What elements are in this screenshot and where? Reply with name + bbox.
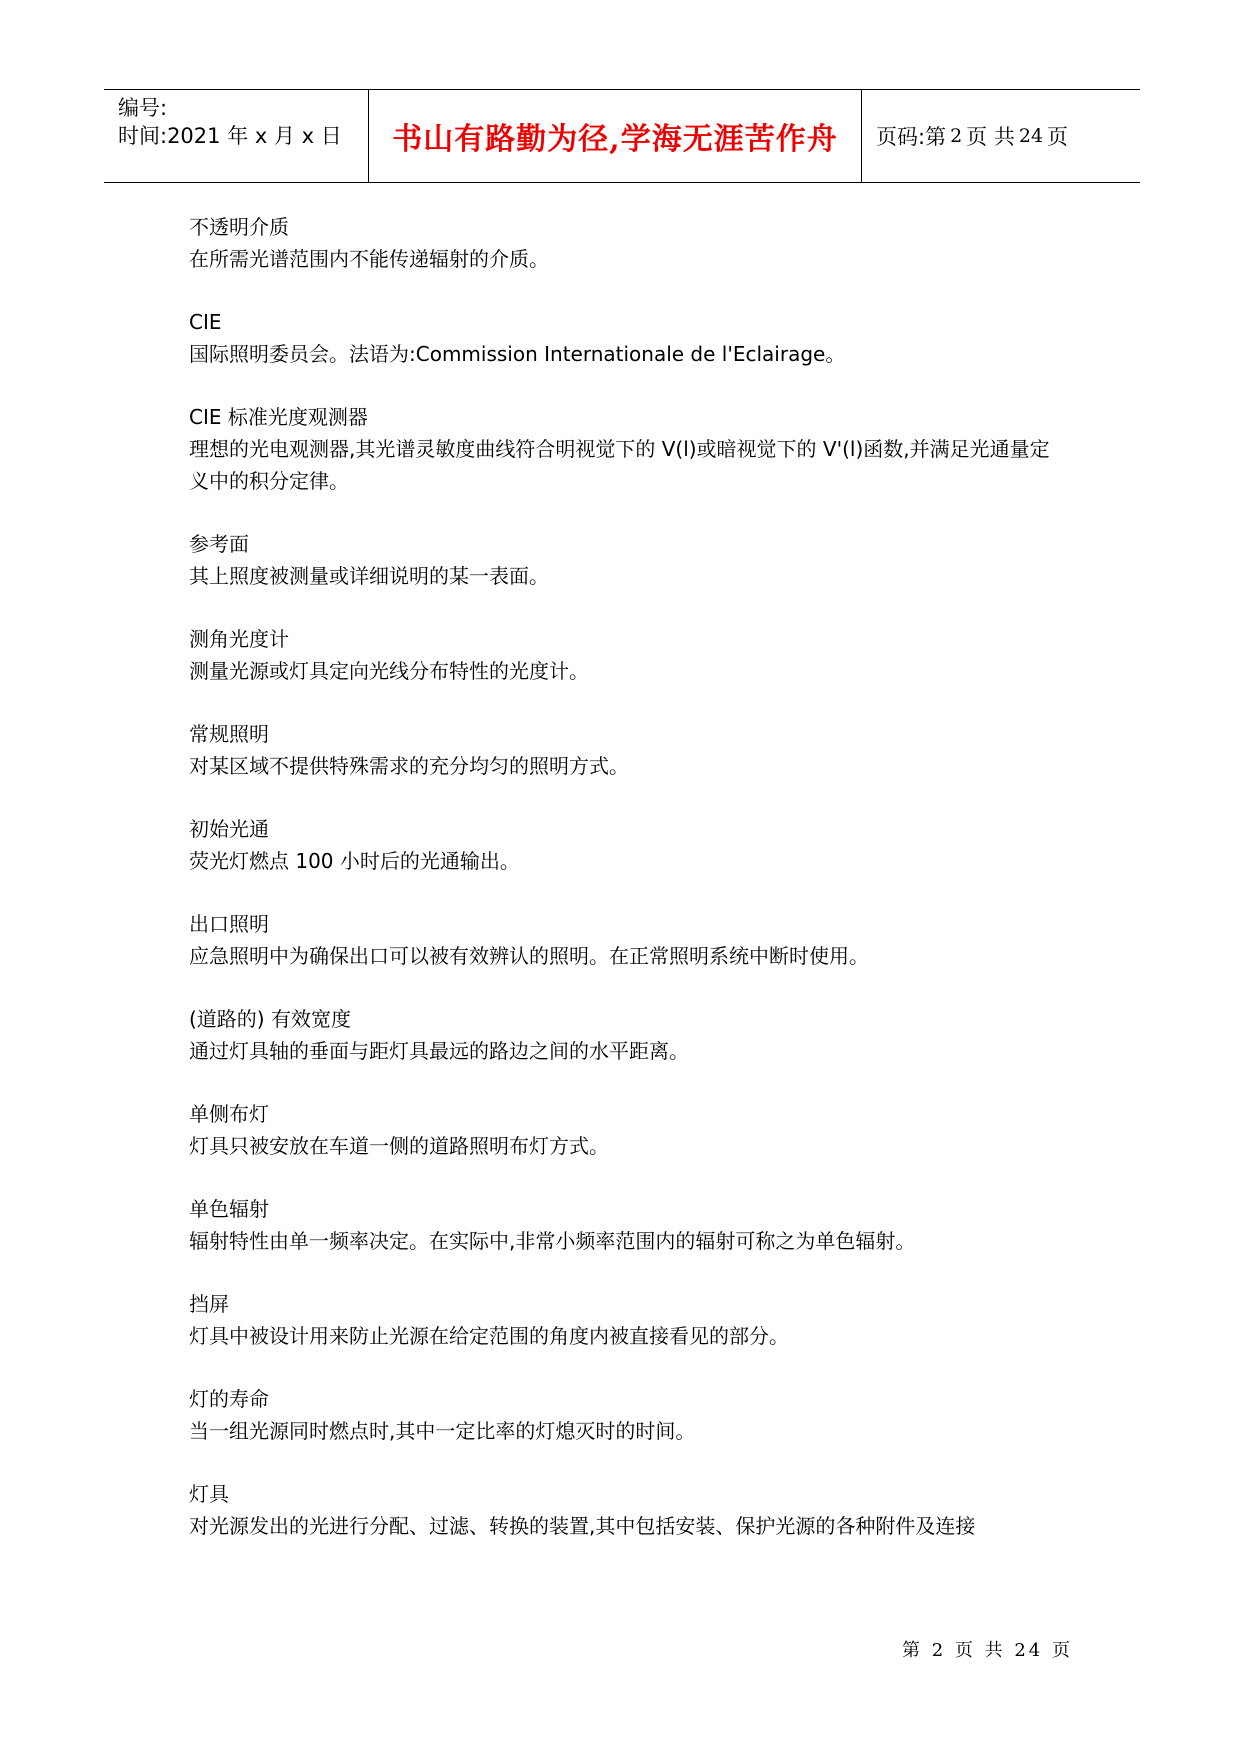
entry-term: CIE 标准光度观测器 <box>189 405 368 429</box>
entry-definition: 在所需光谱范围内不能传递辐射的介质。 <box>189 247 549 271</box>
entry-term: 不透明介质 <box>189 215 289 239</box>
entry-definition: 理想的光电观测器,其光谱灵敏度曲线符合明视觉下的 V(l)或暗视觉下的 V'(l)函数,并满足光通量定义中的积分定律。 <box>189 437 1050 493</box>
header-page-info <box>862 90 1140 182</box>
glossary-entry <box>189 1383 1089 1447</box>
entry-definition: 灯具中被设计用来防止光源在给定范围的角度内被直接看见的部分。 <box>189 1324 789 1348</box>
entry-definition: 灯具只被安放在车道一侧的道路照明布灯方式。 <box>189 1134 609 1158</box>
glossary-content <box>189 211 1089 1573</box>
header-motto: 书山有路勤为径,学海无涯苦作舟 <box>368 90 862 182</box>
glossary-entry <box>189 908 1089 972</box>
glossary-entry <box>189 1003 1089 1067</box>
entry-definition: 通过灯具轴的垂面与距灯具最远的路边之间的水平距离。 <box>189 1039 689 1063</box>
time-label: 时间:2021 年 x 月 x 日 <box>118 124 342 148</box>
glossary-entry <box>189 813 1089 877</box>
entry-term: 初始光通 <box>189 817 269 841</box>
entry-term: 单侧布灯 <box>189 1102 269 1126</box>
glossary-entry <box>189 1478 1089 1542</box>
page-footer: 第 2 页 共 24 页 <box>902 1640 1073 1661</box>
glossary-entry <box>189 1098 1089 1162</box>
glossary-entry <box>189 623 1089 687</box>
page-suffix: 页 <box>1047 125 1069 149</box>
entry-definition: 荧光灯燃点 100 小时后的光通输出。 <box>189 849 520 873</box>
entry-definition: 国际照明委员会。法语为:Commission Internationale de l'Eclairage。 <box>189 342 846 366</box>
entry-term: 灯的寿命 <box>189 1387 269 1411</box>
glossary-entry <box>189 306 1089 370</box>
page-total: 24 <box>1018 125 1044 147</box>
number-label: 编号: <box>118 96 168 120</box>
glossary-entry <box>189 1288 1089 1352</box>
header-meta <box>104 90 368 182</box>
entry-term: CIE <box>189 310 222 334</box>
entry-definition: 测量光源或灯具定向光线分布特性的光度计。 <box>189 659 589 683</box>
entry-term: 参考面 <box>189 532 249 556</box>
page-current: 2 <box>950 125 963 147</box>
entry-term: 出口照明 <box>189 912 269 936</box>
glossary-entry <box>189 718 1089 782</box>
page-mid: 页 共 <box>966 125 1015 149</box>
glossary-entry <box>189 528 1089 592</box>
entry-definition: 对某区域不提供特殊需求的充分均匀的照明方式。 <box>189 754 629 778</box>
page-header <box>104 89 1140 183</box>
entry-definition: 其上照度被测量或详细说明的某一表面。 <box>189 564 549 588</box>
glossary-entry <box>189 211 1089 275</box>
entry-definition: 应急照明中为确保出口可以被有效辨认的照明。在正常照明系统中断时使用。 <box>189 944 869 968</box>
glossary-entry <box>189 401 1089 497</box>
entry-term: 测角光度计 <box>189 627 289 651</box>
entry-definition: 当一组光源同时燃点时,其中一定比率的灯熄灭时的时间。 <box>189 1419 696 1443</box>
entry-term: (道路的) 有效宽度 <box>189 1007 351 1031</box>
entry-term: 挡屏 <box>189 1292 229 1316</box>
glossary-entry <box>189 1193 1089 1257</box>
entry-term: 常规照明 <box>189 722 269 746</box>
entry-definition: 对光源发出的光进行分配、过滤、转换的装置,其中包括安装、保护光源的各种附件及连接 <box>189 1514 976 1538</box>
page-prefix: 页码:第 <box>876 125 947 149</box>
entry-term: 灯具 <box>189 1482 229 1506</box>
entry-definition: 辐射特性由单一频率决定。在实际中,非常小频率范围内的辐射可称之为单色辐射。 <box>189 1229 916 1253</box>
entry-term: 单色辐射 <box>189 1197 269 1221</box>
